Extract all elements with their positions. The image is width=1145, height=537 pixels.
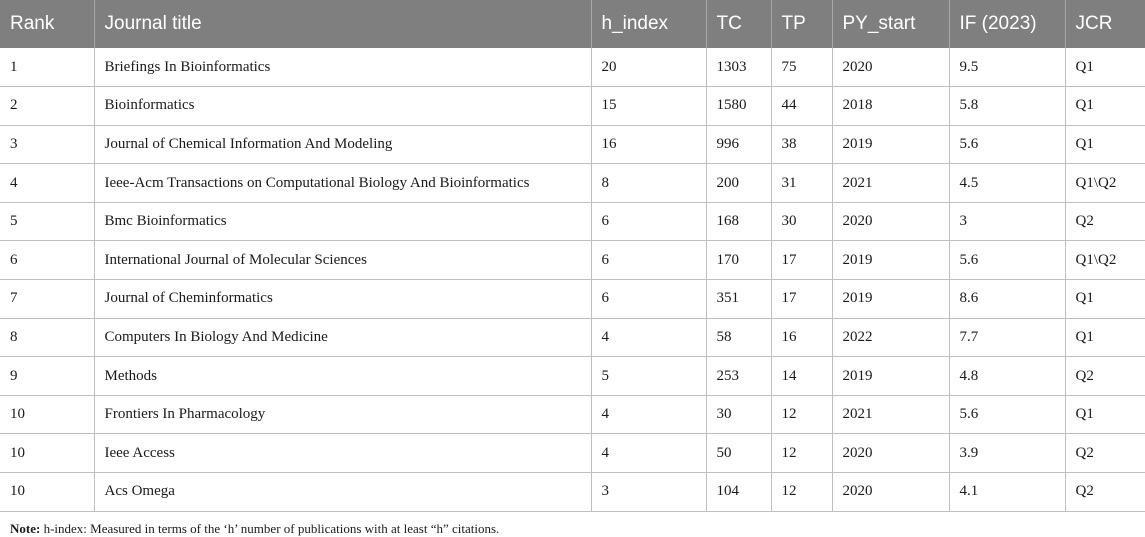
cell-jcr: Q1 — [1065, 395, 1145, 434]
cell-h-index: 4 — [591, 395, 706, 434]
table-body — [0, 48, 1145, 511]
cell-tc: 58 — [706, 318, 771, 357]
header-jcr: JCR — [1065, 0, 1145, 48]
cell-journal-title: Computers In Biology And Medicine — [94, 318, 591, 357]
cell-tc: 170 — [706, 241, 771, 280]
cell-journal-title: Bioinformatics — [94, 87, 591, 126]
cell-impact-factor: 5.6 — [949, 395, 1065, 434]
cell-py-start: 2020 — [832, 434, 949, 473]
note-text: h-index: Measured in terms of the ‘h’ number of publications with at least “h” citations. — [43, 520, 500, 536]
table-row — [0, 241, 1145, 280]
cell-tp: 30 — [771, 202, 832, 241]
cell-jcr: Q2 — [1065, 434, 1145, 473]
cell-impact-factor: 5.6 — [949, 241, 1065, 280]
cell-rank: 10 — [0, 473, 94, 512]
cell-tc: 996 — [706, 125, 771, 164]
cell-journal-title: Ieee-Acm Transactions on Computational Biology And Bioinformatics — [94, 164, 591, 203]
cell-jcr: Q1\Q2 — [1065, 164, 1145, 203]
cell-journal-title: Frontiers In Pharmacology — [94, 395, 591, 434]
cell-rank: 5 — [0, 202, 94, 241]
cell-journal-title: Journal of Cheminformatics — [94, 280, 591, 319]
cell-jcr: Q1\Q2 — [1065, 241, 1145, 280]
table-row — [0, 395, 1145, 434]
cell-tp: 12 — [771, 473, 832, 512]
cell-tp: 75 — [771, 48, 832, 87]
cell-journal-title: Journal of Chemical Information And Modeling — [94, 125, 591, 164]
table-row — [0, 434, 1145, 473]
cell-impact-factor: 4.1 — [949, 473, 1065, 512]
cell-tp: 16 — [771, 318, 832, 357]
cell-tc: 168 — [706, 202, 771, 241]
cell-jcr: Q1 — [1065, 125, 1145, 164]
table-row — [0, 473, 1145, 512]
cell-impact-factor: 4.8 — [949, 357, 1065, 396]
cell-h-index: 16 — [591, 125, 706, 164]
cell-tp: 44 — [771, 87, 832, 126]
cell-rank: 10 — [0, 395, 94, 434]
cell-py-start: 2020 — [832, 48, 949, 87]
table-row — [0, 87, 1145, 126]
cell-tc: 50 — [706, 434, 771, 473]
cell-impact-factor: 3 — [949, 202, 1065, 241]
cell-jcr: Q1 — [1065, 87, 1145, 126]
cell-impact-factor: 4.5 — [949, 164, 1065, 203]
cell-rank: 6 — [0, 241, 94, 280]
header-impact-factor: IF (2023) — [949, 0, 1065, 48]
table-row — [0, 125, 1145, 164]
cell-py-start: 2020 — [832, 473, 949, 512]
cell-h-index: 20 — [591, 48, 706, 87]
cell-journal-title: Briefings In Bioinformatics — [94, 48, 591, 87]
cell-jcr: Q1 — [1065, 48, 1145, 87]
cell-journal-title: Bmc Bioinformatics — [94, 202, 591, 241]
cell-tc: 1580 — [706, 87, 771, 126]
cell-journal-title: Methods — [94, 357, 591, 396]
cell-tp: 14 — [771, 357, 832, 396]
cell-tc: 253 — [706, 357, 771, 396]
cell-py-start: 2020 — [832, 202, 949, 241]
table-header — [0, 0, 1145, 48]
cell-h-index: 3 — [591, 473, 706, 512]
cell-py-start: 2019 — [832, 125, 949, 164]
cell-jcr: Q1 — [1065, 280, 1145, 319]
cell-rank: 7 — [0, 280, 94, 319]
cell-tc: 200 — [706, 164, 771, 203]
header-row — [0, 0, 1145, 48]
cell-h-index: 5 — [591, 357, 706, 396]
cell-impact-factor: 7.7 — [949, 318, 1065, 357]
cell-jcr: Q1 — [1065, 318, 1145, 357]
cell-py-start: 2022 — [832, 318, 949, 357]
cell-tc: 1303 — [706, 48, 771, 87]
cell-tc: 104 — [706, 473, 771, 512]
header-journal-title: Journal title — [94, 0, 591, 48]
cell-jcr: Q2 — [1065, 473, 1145, 512]
cell-h-index: 8 — [591, 164, 706, 203]
cell-jcr: Q2 — [1065, 202, 1145, 241]
table-row — [0, 48, 1145, 87]
table-row — [0, 280, 1145, 319]
cell-rank: 10 — [0, 434, 94, 473]
cell-rank: 8 — [0, 318, 94, 357]
cell-py-start: 2019 — [832, 357, 949, 396]
cell-impact-factor: 8.6 — [949, 280, 1065, 319]
cell-journal-title: Ieee Access — [94, 434, 591, 473]
cell-py-start: 2019 — [832, 241, 949, 280]
cell-rank: 4 — [0, 164, 94, 203]
table-row — [0, 318, 1145, 357]
cell-tp: 17 — [771, 241, 832, 280]
cell-h-index: 15 — [591, 87, 706, 126]
table-note — [0, 512, 1145, 537]
cell-tp: 12 — [771, 395, 832, 434]
table-row — [0, 357, 1145, 396]
table-row — [0, 202, 1145, 241]
table-row — [0, 164, 1145, 203]
note-label: Note: — [10, 520, 41, 536]
cell-h-index: 4 — [591, 434, 706, 473]
cell-py-start: 2018 — [832, 87, 949, 126]
cell-rank: 3 — [0, 125, 94, 164]
cell-py-start: 2021 — [832, 395, 949, 434]
cell-rank: 9 — [0, 357, 94, 396]
cell-journal-title: International Journal of Molecular Sciences — [94, 241, 591, 280]
header-h-index: h_index — [591, 0, 706, 48]
cell-journal-title: Acs Omega — [94, 473, 591, 512]
header-tc: TC — [706, 0, 771, 48]
cell-tp: 31 — [771, 164, 832, 203]
cell-tp: 38 — [771, 125, 832, 164]
cell-impact-factor: 5.6 — [949, 125, 1065, 164]
header-rank: Rank — [10, 13, 55, 34]
cell-tp: 17 — [771, 280, 832, 319]
cell-h-index: 6 — [591, 280, 706, 319]
cell-tc: 351 — [706, 280, 771, 319]
cell-impact-factor: 9.5 — [949, 48, 1065, 87]
cell-rank: 2 — [0, 87, 94, 126]
cell-jcr: Q2 — [1065, 357, 1145, 396]
cell-tc: 30 — [706, 395, 771, 434]
cell-impact-factor: 3.9 — [949, 434, 1065, 473]
cell-h-index: 6 — [591, 241, 706, 280]
cell-rank: 1 — [0, 48, 94, 87]
header-tp: TP — [771, 0, 832, 48]
cell-h-index: 4 — [591, 318, 706, 357]
cell-impact-factor: 5.8 — [949, 87, 1065, 126]
cell-py-start: 2019 — [832, 280, 949, 319]
cell-py-start: 2021 — [832, 164, 949, 203]
header-py-start: PY_start — [832, 0, 949, 48]
cell-tp: 12 — [771, 434, 832, 473]
cell-h-index: 6 — [591, 202, 706, 241]
